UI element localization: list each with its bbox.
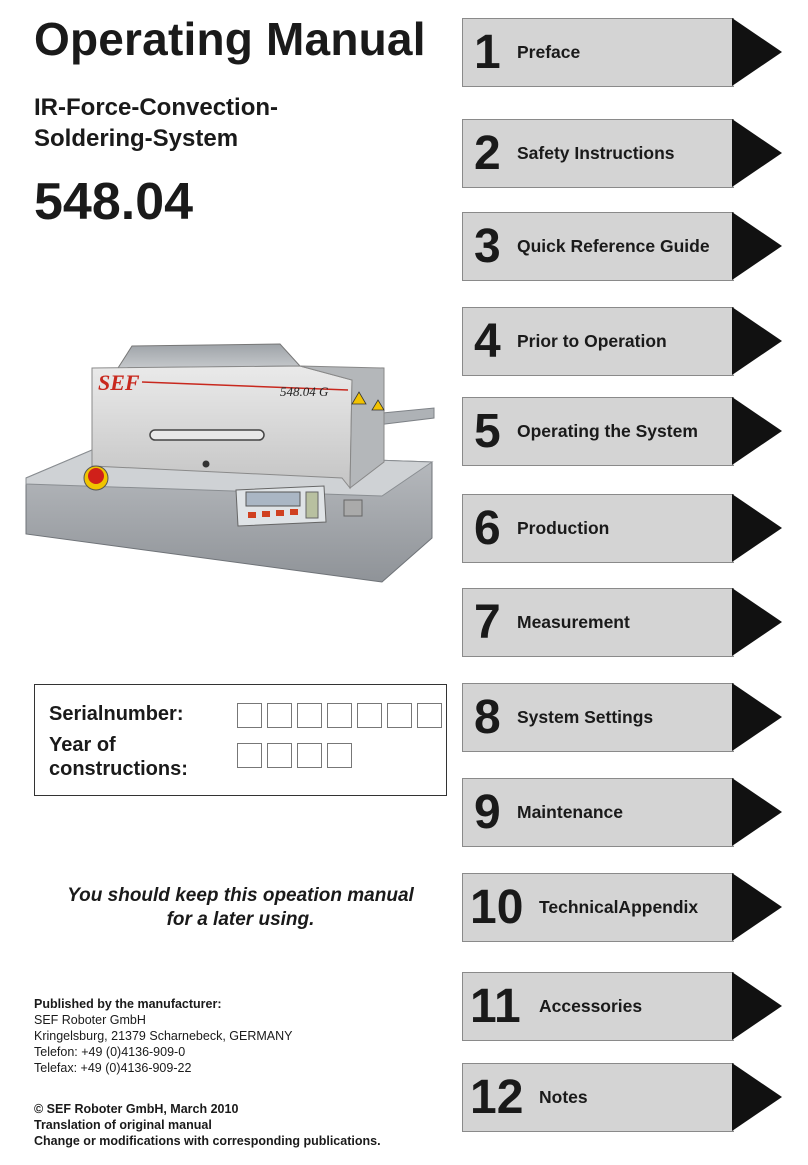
serial-digit-cell[interactable] (297, 703, 322, 728)
arrow-right-icon (732, 1063, 782, 1131)
model-number: 548.04 (34, 173, 194, 231)
copyright-line-1: © SEF Roboter GmbH, March 2010 (34, 1102, 239, 1116)
chapter-tab-measurement[interactable] (462, 588, 784, 657)
arrow-right-icon (732, 307, 782, 375)
keep-note-line-1: You should keep this opeation manual (67, 885, 414, 906)
chapter-number: 3 (474, 220, 501, 273)
year-label-line-2: constructions: (49, 758, 188, 780)
serial-digit-cell[interactable] (387, 703, 412, 728)
arrow-right-icon (732, 683, 782, 751)
arrow-right-icon (732, 212, 782, 280)
product-subtitle (34, 92, 278, 154)
arrow-right-icon (732, 778, 782, 846)
chapter-number: 11 (470, 980, 521, 1033)
serial-number-box (34, 684, 447, 796)
arrow-right-icon (732, 494, 782, 562)
year-label-line-1: Year of (49, 734, 116, 756)
arrow-right-icon (732, 972, 782, 1040)
publisher-fax: Telefax: +49 (0)4136-909-22 (34, 1061, 192, 1075)
chapter-tab-operating-the-system[interactable] (462, 397, 784, 466)
chapter-label: Production (517, 518, 610, 538)
chapter-number: 6 (474, 502, 501, 555)
arrow-right-icon (732, 18, 782, 86)
connector-port (344, 500, 362, 516)
chapter-number: 1 (474, 26, 501, 79)
chapter-number: 4 (474, 315, 501, 368)
chapter-label: Notes (539, 1087, 588, 1107)
year-digit-cell[interactable] (297, 743, 322, 768)
copyright-line-2: Translation of original manual (34, 1118, 212, 1132)
chapter-number: 8 (474, 691, 501, 744)
serial-digit-cell[interactable] (267, 703, 292, 728)
chapter-tab-safety-instructions[interactable] (462, 119, 784, 188)
hood-handle (150, 430, 264, 440)
chapter-tab-accessories[interactable] (462, 972, 784, 1041)
serial-number-label: Serialnumber: (49, 703, 184, 725)
chapter-tab-system-settings[interactable] (462, 683, 784, 752)
chapter-label: Quick Reference Guide (517, 236, 710, 256)
arrow-right-icon (732, 119, 782, 187)
chapter-label: Prior to Operation (517, 331, 667, 351)
serial-digit-cell[interactable] (237, 703, 262, 728)
chapter-label: Accessories (539, 996, 643, 1016)
chapter-number: 7 (474, 596, 501, 649)
chapter-number: 2 (474, 127, 501, 180)
chapter-number: 10 (470, 881, 524, 934)
soldering-machine-image (22, 338, 442, 583)
year-digit-cell[interactable] (327, 743, 352, 768)
page-title: Operating Manual (34, 13, 426, 65)
chapter-tab-maintenance[interactable] (462, 778, 784, 847)
publisher-company: SEF Roboter GmbH (34, 1013, 146, 1027)
machine-model-label: 548.04 G (280, 384, 329, 399)
chapter-label: Maintenance (517, 802, 623, 822)
chapter-tab-preface[interactable] (462, 18, 784, 87)
display-screen (246, 492, 300, 506)
arrow-right-icon (732, 397, 782, 465)
arrow-right-icon (732, 873, 782, 941)
subtitle-line-2: Soldering-System (34, 125, 239, 152)
chapter-label: Measurement (517, 612, 630, 632)
machine-hood (118, 344, 300, 368)
lock-icon (203, 461, 210, 468)
year-digit-cell[interactable] (267, 743, 292, 768)
chapter-label: Preface (517, 42, 581, 62)
year-of-construction-label (49, 733, 188, 781)
keep-note-line-2: for a later using. (166, 909, 315, 930)
serial-digit-cell[interactable] (417, 703, 442, 728)
machine-brand: SEF (98, 370, 140, 395)
serial-number-cells (237, 703, 447, 728)
chapter-tab-production[interactable] (462, 494, 784, 563)
keep-manual-note (34, 884, 447, 932)
subtitle-line-1: IR-Force-Convection- (34, 94, 279, 121)
publisher-address: Kringelsburg, 21379 Scharnebeck, GERMANY (34, 1029, 293, 1043)
serial-digit-cell[interactable] (357, 703, 382, 728)
chapter-tab-notes[interactable] (462, 1063, 784, 1132)
arrow-right-icon (732, 588, 782, 656)
copyright-line-3: Change or modifications with corresponding publications. (34, 1134, 381, 1148)
chapter-label: Operating the System (517, 421, 698, 441)
copyright-info (34, 1101, 381, 1149)
chapter-tab-quick-reference-guide[interactable] (462, 212, 784, 281)
chapter-label: Safety Instructions (517, 143, 675, 163)
chapter-label: System Settings (517, 707, 654, 727)
chapter-label: TechnicalAppendix (539, 897, 699, 917)
publisher-info (34, 996, 292, 1076)
chapter-number: 12 (470, 1071, 524, 1124)
chapter-tab-technical-appendix[interactable] (462, 873, 784, 942)
publisher-phone: Telefon: +49 (0)4136-909-0 (34, 1045, 186, 1059)
year-digit-cell[interactable] (237, 743, 262, 768)
serial-digit-cell[interactable] (327, 703, 352, 728)
chapter-number: 5 (474, 405, 501, 458)
chapter-number: 9 (474, 786, 501, 839)
chapter-tab-prior-to-operation[interactable] (462, 307, 784, 376)
year-cells (237, 743, 357, 768)
publisher-heading: Published by the manufacturer: (34, 997, 222, 1011)
